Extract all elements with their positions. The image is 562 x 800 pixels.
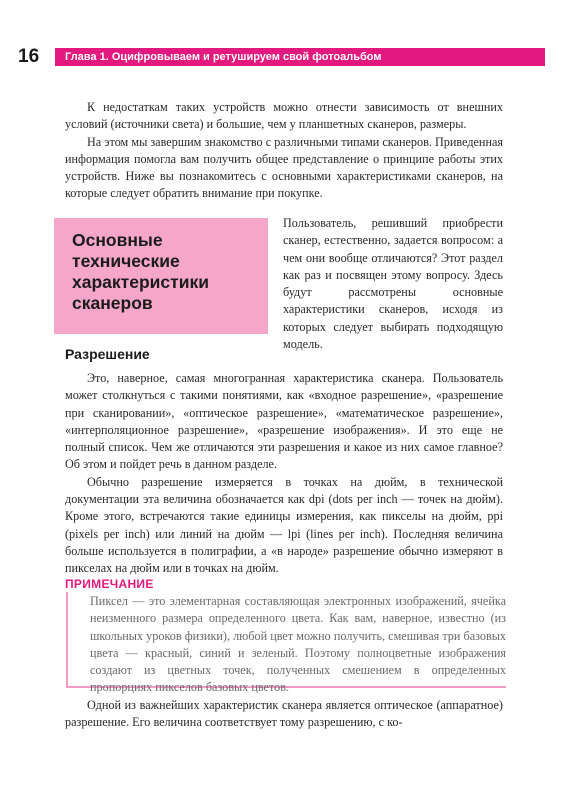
paragraph: Обычно разрешение измеряется в точках на дюйм, в технической документации эта величина обозначается как dpi (dots per inch — точек на дюйм). Кроме этого, встречаются такие единицы измерения, как пикселы на дюйм, ppi (pixels per inch) или линий на дюйм — lpi (lines per inch). Последняя величина больше используется в полиграфии, а «в народе» разрешение обычно измеряют в пикселах на дюйм или в точках на дюйм. xyxy=(65,474,503,576)
section-intro-text: Пользователь, решивший приобрести сканер, естественно, задается вопросом: а чем они вообще отличаются? Этот раздел как раз и посвящен этому вопросу. Здесь будут рассмотрены основные характеристики сканеров, исходя из которых следует выбирать подходящую модель. xyxy=(283,216,503,352)
paragraph: К недостаткам таких устройств можно отнести зависимость от внешних условий (источники света) и большие, чем у планшетных сканеров, размеры. xyxy=(65,100,503,132)
subsection-heading: Разрешение xyxy=(65,346,150,362)
closing-text xyxy=(65,697,503,732)
note-box xyxy=(66,592,506,695)
section-title: Основные технические характеристики сканеров xyxy=(72,230,209,313)
subsection-body xyxy=(65,370,503,578)
paragraph: На этом мы завершим знакомство с различными типами сканеров. Приведенная информация помогла вам получить общее представление о принципе работы этих устройств. Ниже вы познакомитесь с основными характеристиками сканеров, на которые следует обратить внимание при покупке. xyxy=(65,134,503,201)
intro-text xyxy=(65,99,503,203)
note-label: ПРИМЕЧАНИЕ xyxy=(65,577,154,591)
section-title-box xyxy=(54,218,268,334)
paragraph: Одной из важнейших характеристик сканера является оптическое (аппаратное) разрешение. Его величина соответствует тому разрешению, с ко- xyxy=(65,698,503,730)
paragraph: Это, наверное, самая многогранная характеристика сканера. Пользователь может столкнуться с такими понятиями, как «входное разрешение», «разрешение при сканировании», «оптическое разрешение», «математическое разрешение», «интерполяционное разрешение», «разрешение изображения». И это еще не полный список. Чем же отличаются эти разрешения и какое из них самое главное? Об этом и пойдет речь в данном разделе. xyxy=(65,371,503,472)
page-number: 16 xyxy=(18,46,40,67)
chapter-header-bar: Глава 1. Оцифровываем и ретушируем свой фотоальбом xyxy=(55,48,545,66)
note-text: Пиксел — это элементарная составляющая электронных изображений, ячейка неизменного размера определенного цвета. Как вам, наверное, известно (из школьных уроков физики), любой цвет можно получить, смешивая три базовых цвета — красный, синий и зеленый. Поэтому полноцветные изображения создают из цветных точек, полученных смешением в определенных пропорциях пикселов базовых цветов. xyxy=(90,594,506,695)
